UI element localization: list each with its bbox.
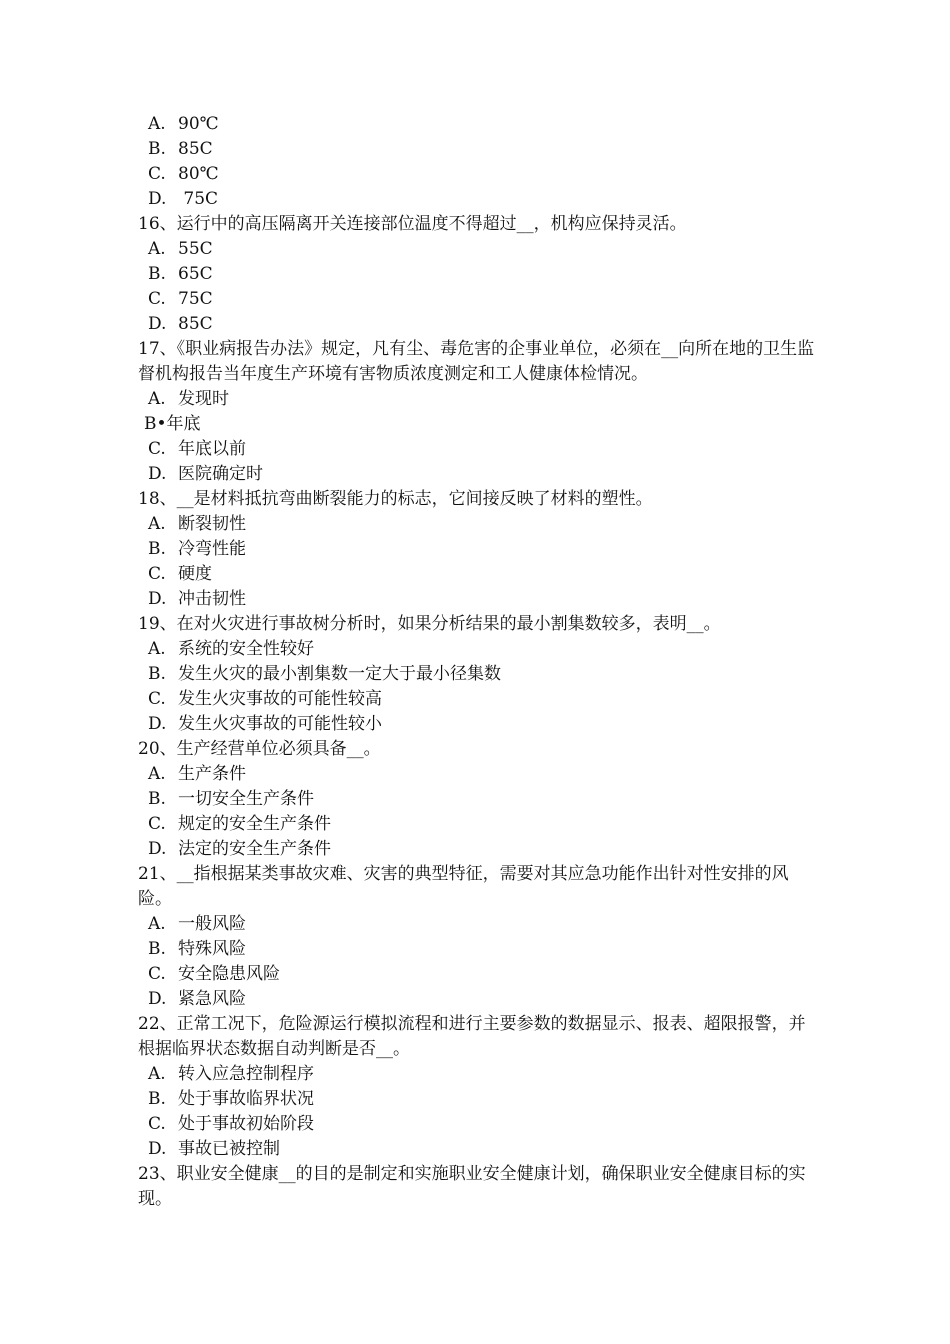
question-20 bbox=[138, 737, 818, 762]
option-line bbox=[138, 912, 818, 937]
option-letter: A. bbox=[148, 1064, 166, 1084]
option-letter: D. bbox=[148, 1139, 167, 1159]
option-text: 冷弯性能 bbox=[178, 539, 246, 559]
option-letter: B. bbox=[148, 939, 166, 959]
option-letter: B. bbox=[148, 789, 166, 809]
option-text: 安全隐患风险 bbox=[178, 964, 280, 984]
option-text: 紧急风险 bbox=[178, 989, 246, 1009]
question-text: 18、__是材料抵抗弯曲断裂能力的标志，它间接反映了材料的塑性。 bbox=[138, 489, 653, 509]
option-line bbox=[138, 562, 818, 587]
option-line bbox=[138, 1062, 818, 1087]
option-text: 特殊风险 bbox=[178, 939, 246, 959]
option-line bbox=[138, 1137, 818, 1162]
option-letter: B. bbox=[148, 664, 166, 684]
option-text: 事故已被控制 bbox=[178, 1139, 280, 1159]
question-23 bbox=[138, 1162, 818, 1212]
option-text: 年底以前 bbox=[178, 439, 246, 459]
option-line bbox=[138, 762, 818, 787]
question-text: 22、正常工况下，危险源运行模拟流程和进行主要参数的数据显示、报表、超限报警，并根据临界状态数据自动判断是否__。 bbox=[138, 1014, 806, 1059]
option-text: 发生火灾事故的可能性较高 bbox=[178, 689, 382, 709]
option-line bbox=[138, 587, 818, 612]
option-text: 80℃ bbox=[178, 164, 219, 184]
question-16 bbox=[138, 212, 818, 237]
option-letter: A. bbox=[148, 114, 166, 134]
option-text: 断裂韧性 bbox=[178, 514, 246, 534]
option-line bbox=[138, 162, 818, 187]
question-text: 17、《职业病报告办法》规定，凡有尘、毒危害的企事业单位，必须在__向所在地的卫生监督机构报告当年度生产环境有害物质浓度测定和工人健康体检情况。 bbox=[138, 339, 815, 384]
option-text: 发生火灾的最小割集数一定大于最小径集数 bbox=[178, 664, 501, 684]
option-text: 硬度 bbox=[178, 564, 212, 584]
option-line bbox=[138, 1087, 818, 1112]
option-letter: C. bbox=[148, 564, 166, 584]
option-letter: A. bbox=[148, 514, 166, 534]
option-text: 生产条件 bbox=[178, 764, 246, 784]
option-letter: D. bbox=[148, 989, 167, 1009]
option-text: 医院确定时 bbox=[178, 464, 263, 484]
option-letter: A. bbox=[148, 239, 166, 259]
option-letter: D. bbox=[148, 464, 167, 484]
option-text: 85C bbox=[178, 139, 213, 159]
option-letter: A. bbox=[148, 639, 166, 659]
option-text: 一般风险 bbox=[178, 914, 246, 934]
option-letter: D. bbox=[148, 839, 167, 859]
question-text: 16、运行中的高压隔离开关连接部位温度不得超过__，机构应保持灵活。 bbox=[138, 214, 687, 234]
option-letter: B. bbox=[148, 139, 166, 159]
option-text: 90℃ bbox=[178, 114, 219, 134]
option-letter: C. bbox=[148, 439, 166, 459]
option-line bbox=[138, 837, 818, 862]
question-22 bbox=[138, 1012, 818, 1062]
option-letter: C. bbox=[148, 1114, 166, 1134]
option-letter: B. bbox=[148, 1089, 166, 1109]
option-line bbox=[138, 1112, 818, 1137]
option-line bbox=[138, 987, 818, 1012]
option-letter: C. bbox=[148, 814, 166, 834]
option-line bbox=[138, 512, 818, 537]
question-18 bbox=[138, 487, 818, 512]
option-line bbox=[138, 962, 818, 987]
option-line bbox=[138, 687, 818, 712]
option-letter: D. bbox=[148, 714, 167, 734]
option-line bbox=[138, 262, 818, 287]
option-line bbox=[138, 637, 818, 662]
question-text: 19、在对火灾进行事故树分析时，如果分析结果的最小割集数较多，表明__。 bbox=[138, 614, 721, 634]
option-text: 55C bbox=[178, 239, 213, 259]
option-letter: B. bbox=[148, 264, 166, 284]
option-text: 系统的安全性较好 bbox=[178, 639, 314, 659]
option-line bbox=[138, 312, 818, 337]
option-letter: C. bbox=[148, 964, 166, 984]
option-text: 65C bbox=[178, 264, 213, 284]
option-text: B•年底 bbox=[144, 414, 201, 434]
option-line bbox=[138, 187, 818, 212]
option-line bbox=[138, 537, 818, 562]
option-letter: A. bbox=[148, 764, 166, 784]
option-line bbox=[138, 662, 818, 687]
option-line bbox=[138, 112, 818, 137]
option-letter: D. bbox=[148, 314, 167, 334]
option-line bbox=[138, 812, 818, 837]
option-letter: D. bbox=[148, 589, 167, 609]
option-letter: C. bbox=[148, 289, 166, 309]
option-text: 冲击韧性 bbox=[178, 589, 246, 609]
option-letter: A. bbox=[148, 389, 166, 409]
option-letter: C. bbox=[148, 689, 166, 709]
question-19 bbox=[138, 612, 818, 637]
option-text: 75C bbox=[178, 189, 219, 209]
option-line bbox=[138, 437, 818, 462]
question-text: 20、生产经营单位必须具备__。 bbox=[138, 739, 381, 759]
option-line bbox=[138, 937, 818, 962]
question-21 bbox=[138, 862, 818, 912]
option-line bbox=[138, 387, 818, 412]
option-letter: C. bbox=[148, 164, 166, 184]
option-line bbox=[138, 287, 818, 312]
option-text: 发现时 bbox=[178, 389, 229, 409]
document-page bbox=[138, 112, 818, 1212]
option-text: 85C bbox=[178, 314, 213, 334]
option-line bbox=[138, 787, 818, 812]
option-line bbox=[138, 712, 818, 737]
option-text: 规定的安全生产条件 bbox=[178, 814, 331, 834]
question-text: 23、职业安全健康__的目的是制定和实施职业安全健康计划，确保职业安全健康目标的实现。 bbox=[138, 1164, 806, 1209]
option-text: 一切安全生产条件 bbox=[178, 789, 314, 809]
option-letter: A. bbox=[148, 914, 166, 934]
option-text: 法定的安全生产条件 bbox=[178, 839, 331, 859]
option-text: 75C bbox=[178, 289, 213, 309]
option-line bbox=[138, 237, 818, 262]
option-text: 发生火灾事故的可能性较小 bbox=[178, 714, 382, 734]
option-line bbox=[138, 462, 818, 487]
option-line bbox=[138, 412, 818, 437]
option-letter: D. bbox=[148, 189, 167, 209]
option-text: 转入应急控制程序 bbox=[178, 1064, 314, 1084]
option-line bbox=[138, 137, 818, 162]
question-text: 21、__指根据某类事故灾难、灾害的典型特征，需要对其应急功能作出针对性安排的风险。 bbox=[138, 864, 789, 909]
question-17 bbox=[138, 337, 818, 387]
option-text: 处于事故临界状况 bbox=[178, 1089, 314, 1109]
option-text: 处于事故初始阶段 bbox=[178, 1114, 314, 1134]
option-letter: B. bbox=[148, 539, 166, 559]
